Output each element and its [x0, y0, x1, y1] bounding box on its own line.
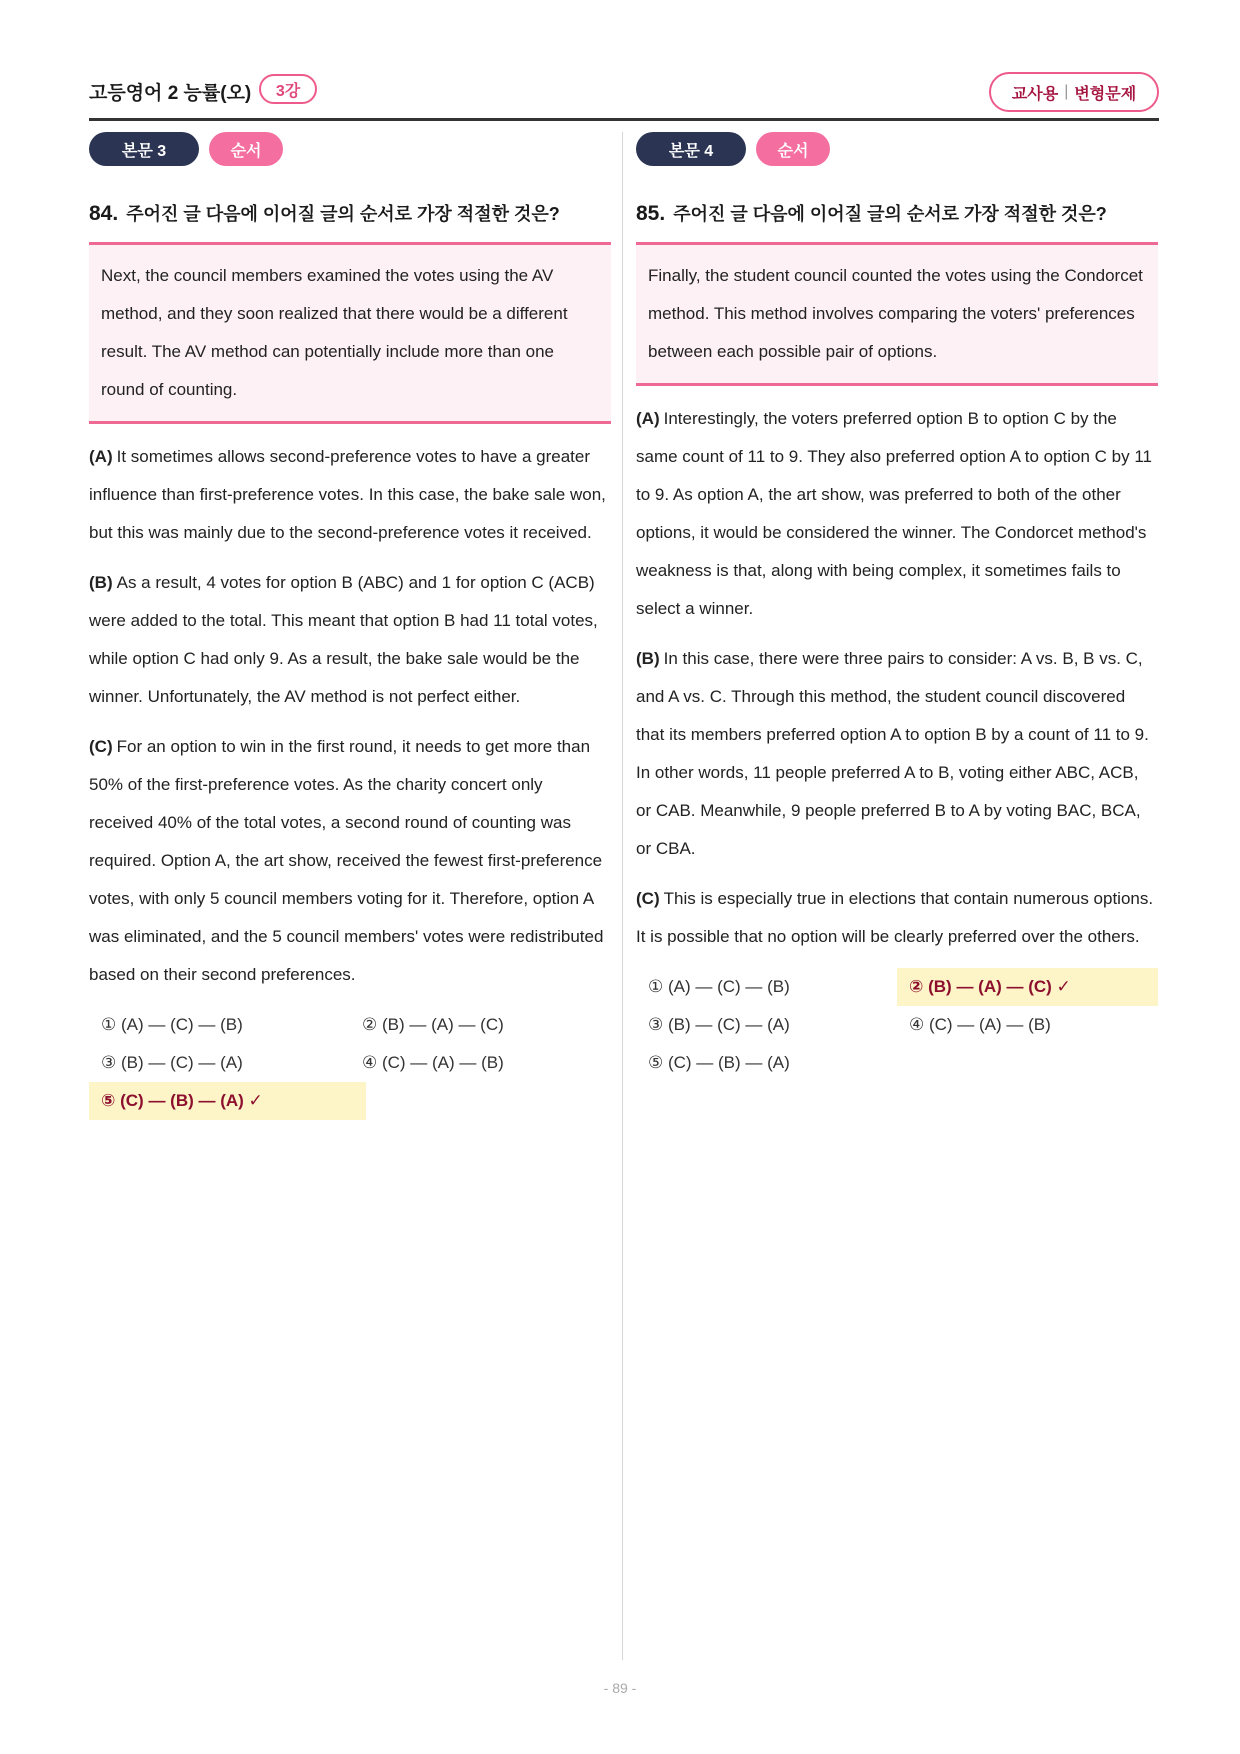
paragraph-label: (A)	[89, 447, 113, 466]
page-number: - 89 -	[603, 1680, 637, 1696]
choice-3[interactable]: ③ (B) ― (C) ― (A)	[101, 1053, 243, 1072]
book-title: 고등영어 2 능률(오)	[89, 83, 252, 104]
question-number: 85.	[636, 202, 666, 225]
choice-1[interactable]: ① (A) ― (C) ― (B)	[648, 977, 790, 996]
paragraph-a	[636, 400, 1158, 628]
choice-3[interactable]: ③ (B) ― (C) ― (A)	[648, 1015, 790, 1034]
badge-separator: |	[1064, 83, 1069, 100]
type-label: 변형문제	[1074, 85, 1137, 103]
paragraph-label: (B)	[636, 649, 660, 668]
paragraph-text: It sometimes allows second-preference votes to have a greater influence than first-preference votes. In this case, the bake sale won, but this was mainly due to the second-preference votes it received.	[89, 447, 606, 542]
choice-2-correct[interactable]: ② (B) ― (A) ― (C) ✓	[897, 968, 1158, 1006]
paragraph-text: This is especially true in elections that contain numerous options. It is possible that no option will be clearly preferred over the others.	[636, 889, 1154, 946]
paragraph-b	[636, 640, 1158, 868]
question-number: 84.	[89, 202, 119, 225]
question-title	[89, 200, 611, 226]
choice-4[interactable]: ④ (C) ― (A) ― (B)	[362, 1053, 504, 1072]
question-title	[636, 200, 1158, 226]
question-text: 주어진 글 다음에 이어질 글의 순서로 가장 적절한 것은?	[673, 204, 1107, 224]
passage-tag: 본문 4	[636, 132, 746, 166]
lesson-badge: 3강	[259, 74, 317, 104]
choice-4[interactable]: ④ (C) ― (A) ― (B)	[909, 1015, 1051, 1034]
question-tags	[636, 132, 1158, 168]
paragraph-c	[636, 880, 1158, 956]
paragraph-label: (A)	[636, 409, 660, 428]
teacher-badge	[989, 72, 1159, 112]
paragraph-b	[89, 564, 611, 716]
paragraph-text: Interestingly, the voters preferred option B to option C by the same count of 11 to 9. They also preferred option A to option C by 11 to 9. As option A, the art show, was preferred to both of the other options, it would be considered the winner. The Condorcet method's weakness is that, along with being complex, it sometimes fails to select a winner.	[636, 409, 1152, 618]
paragraph-a	[89, 438, 611, 552]
choice-2[interactable]: ② (B) ― (A) ― (C)	[362, 1015, 504, 1034]
answer-choices	[636, 968, 1158, 1082]
paragraph-text: In this case, there were three pairs to consider: A vs. B, B vs. C, and A vs. C. Through this method, the student council discovered that its members preferred option A to option B by a count of 11 to 9. In other words, 11 people preferred A to B, voting either ABC, ACB, or CAB. Meanwhile, 9 people preferred B to A by voting BAC, BCA, or CBA.	[636, 649, 1149, 858]
question-85	[636, 132, 1158, 1082]
passage-tag: 본문 3	[89, 132, 199, 166]
page-header	[89, 74, 1159, 118]
paragraph-text: As a result, 4 votes for option B (ABC) and 1 for option C (ACB) were added to the total. This meant that option B had 11 total votes, while option C had only 9. As a result, the bake sale would be the winner. Unfortunately, the AV method is not perfect either.	[89, 573, 598, 706]
paragraph-text: For an option to win in the first round, it needs to get more than 50% of the first-preference votes. As the charity concert only received 40% of the total votes, a second round of counting was required. Option A, the art show, received the fewest first-preference votes, with only 5 council members voting for it. Therefore, option A was eliminated, and the 5 council members' votes were redistributed based on their second preferences.	[89, 737, 604, 984]
type-tag: 순서	[756, 132, 830, 166]
choice-1[interactable]: ① (A) ― (C) ― (B)	[101, 1015, 243, 1034]
paragraph-c	[89, 728, 611, 994]
choice-5-correct[interactable]: ⑤ (C) ― (B) ― (A) ✓	[89, 1082, 366, 1120]
header-rule	[89, 118, 1159, 121]
question-84	[89, 132, 611, 1120]
choice-5[interactable]: ⑤ (C) ― (B) ― (A)	[648, 1053, 790, 1072]
paragraph-label: (B)	[89, 573, 113, 592]
paragraph-label: (C)	[89, 737, 113, 756]
given-passage: Next, the council members examined the votes using the AV method, and they soon realized that there would be a different result. The AV method can potentially include more than one round of counting.	[89, 242, 611, 424]
question-tags	[89, 132, 611, 168]
question-text: 주어진 글 다음에 이어질 글의 순서로 가장 적절한 것은?	[126, 204, 560, 224]
type-tag: 순서	[209, 132, 283, 166]
given-passage: Finally, the student council counted the votes using the Condorcet method. This method involves comparing the voters' preferences between each possible pair of options.	[636, 242, 1158, 386]
paragraph-label: (C)	[636, 889, 660, 908]
teacher-label: 교사용	[1011, 85, 1059, 103]
answer-choices	[89, 1006, 611, 1120]
column-divider	[622, 132, 623, 1660]
